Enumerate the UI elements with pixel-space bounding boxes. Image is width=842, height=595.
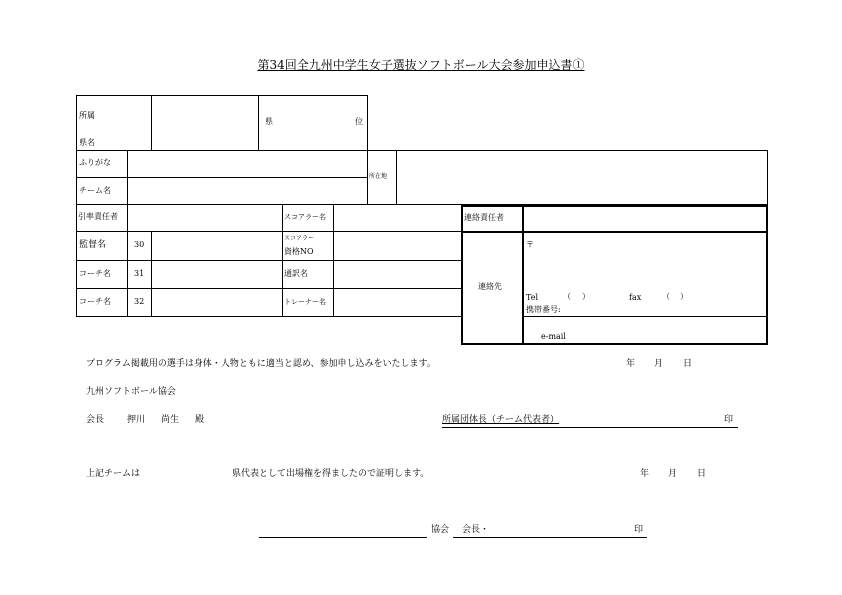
association-label: 協会: [431, 525, 450, 535]
declaration-text: プログラム掲載用の選手は身体・人物ともに適当と認め、参加申し込みをいたします。: [86, 359, 436, 369]
contact-person-label: 連絡責任者: [464, 213, 504, 222]
seal-mark: 印: [724, 415, 734, 425]
day-label-2: 日: [697, 469, 707, 479]
year-label-2: 年: [640, 469, 650, 479]
month-label: 月: [654, 359, 664, 369]
scorer-qualification-no-label: 資格NO: [284, 247, 314, 256]
month-label-2: 月: [668, 469, 678, 479]
email-label: e-mail: [541, 332, 566, 341]
certify-prefix: 上記チームは: [86, 469, 141, 479]
scorer-name-label: スコアラー名: [284, 213, 326, 221]
rank-suffix: 位: [355, 117, 363, 126]
tel-paren-close: ）: [582, 292, 590, 301]
honorific: 殿: [195, 415, 205, 425]
address-label: 所在地: [369, 173, 388, 180]
association-name: 九州ソフトボール協会: [86, 387, 176, 397]
year-label: 年: [626, 359, 636, 369]
team-name-label: チーム名: [79, 186, 111, 195]
coach-2-number: 32: [134, 297, 145, 306]
association-name-line: [259, 537, 427, 538]
seal-mark-2: 印: [634, 525, 644, 535]
prefecture-name-label: 県名: [79, 138, 95, 147]
president-given-name: 尚生: [161, 415, 180, 425]
prefecture-suffix: 県: [265, 117, 273, 126]
coach-2-label: コーチ名: [79, 297, 111, 306]
tel-label: Tel: [526, 293, 539, 302]
team-leader-label: 引率責任者: [78, 212, 118, 221]
fax-paren-close: ）: [680, 292, 688, 301]
fax-paren-open: （: [662, 292, 670, 301]
association-president-signature-line: [453, 537, 647, 538]
mobile-label: 携帯番号:: [526, 305, 561, 314]
scorer-qualification-label: スコアラー: [284, 235, 315, 242]
postal-mark: 〒: [526, 240, 534, 249]
director-label: 監督名: [79, 240, 107, 250]
president-surname: 押川: [127, 415, 146, 425]
affiliation-label: 所属: [79, 111, 95, 120]
president-title: 会長: [86, 415, 105, 425]
form-title: 第34回全九州中学生女子選抜ソフトボール大会参加申込書①: [257, 58, 585, 72]
certify-text: 県代表として出場権を得ましたので証明します。: [232, 469, 430, 479]
tel-paren-open: （: [563, 292, 571, 301]
coach-1-number: 31: [134, 269, 145, 278]
day-label: 日: [683, 359, 693, 369]
coach-1-label: コーチ名: [79, 269, 111, 278]
contact-label: 連絡先: [478, 282, 502, 291]
director-number: 30: [134, 240, 145, 249]
team-representative-label: 所属団体長（チーム代表者）: [442, 415, 560, 425]
fax-label: fax: [629, 293, 642, 302]
interpreter-label: 通訳名: [284, 269, 308, 278]
trainer-label: トレーナー名: [284, 298, 326, 306]
team-representative-signature-line: [442, 427, 738, 428]
furigana-label: ふりがな: [79, 158, 111, 167]
association-president-label: 会長・: [462, 525, 490, 535]
